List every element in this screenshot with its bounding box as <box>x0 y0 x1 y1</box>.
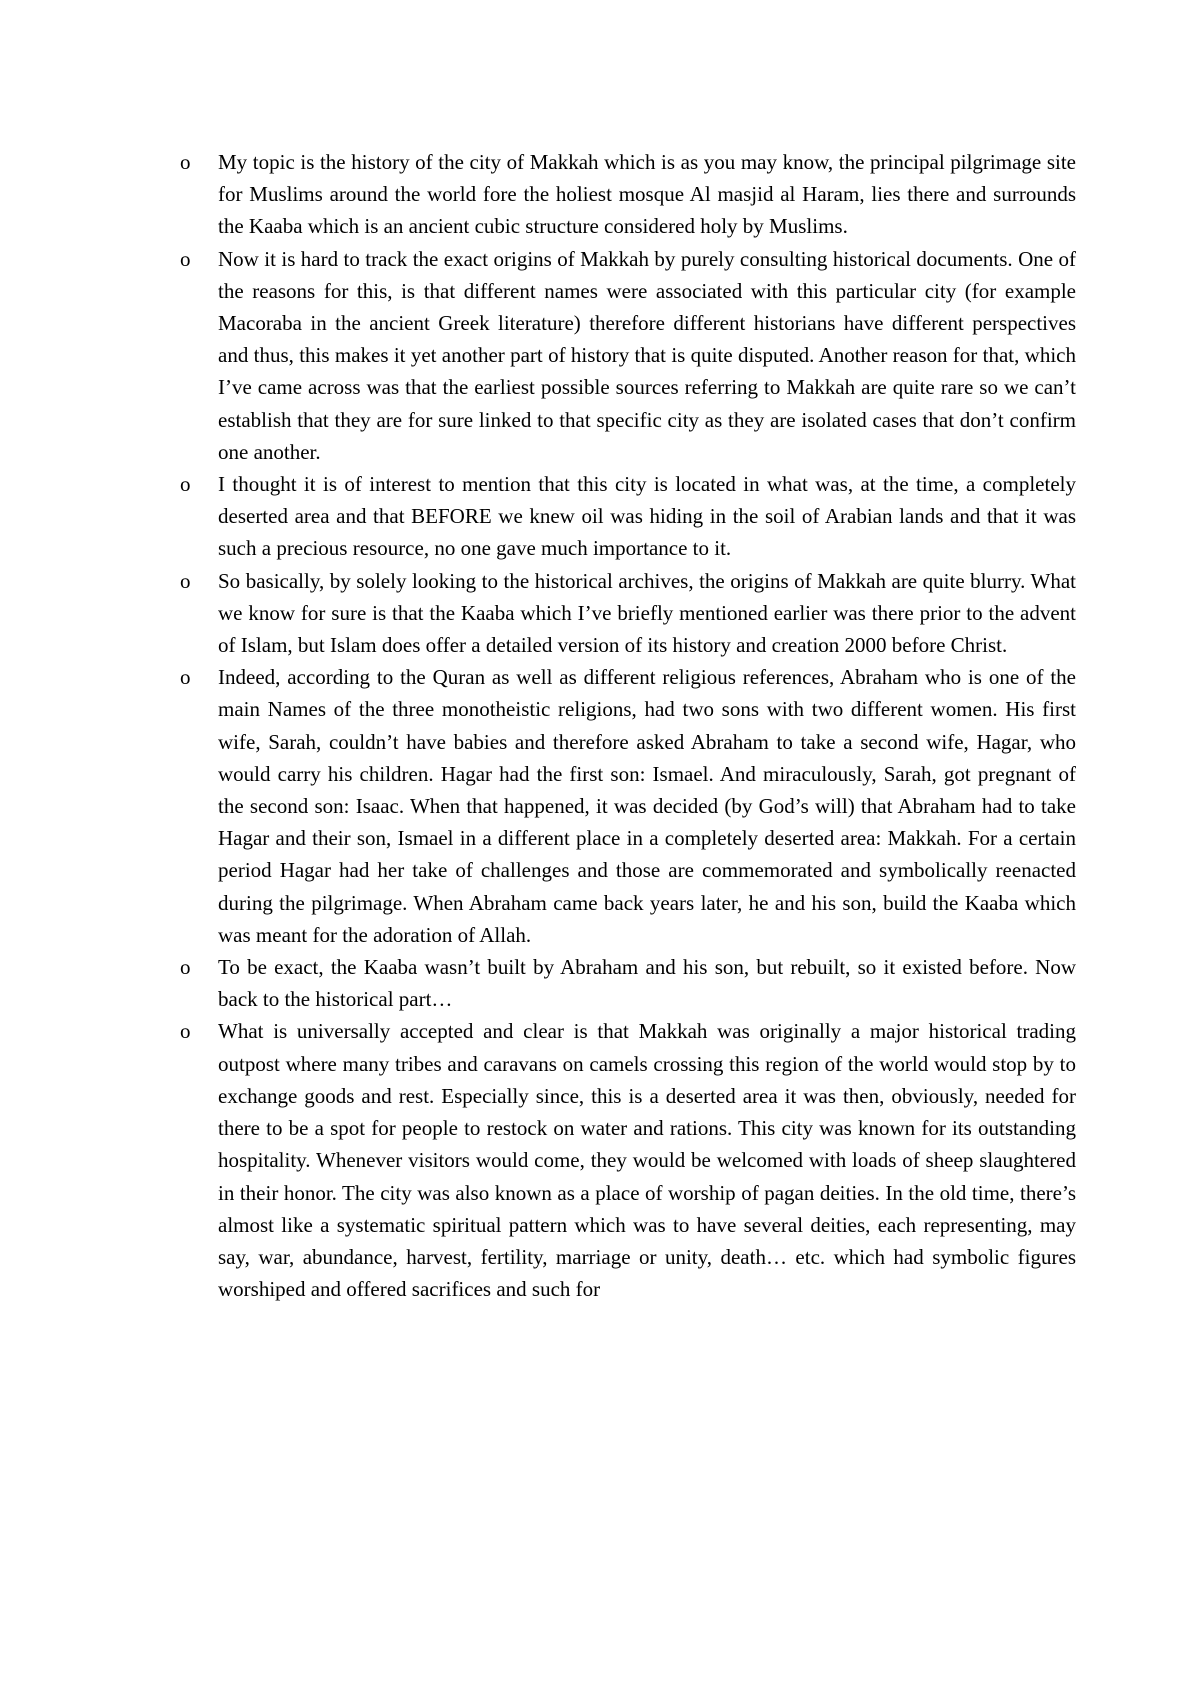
paragraph-historical-archives: So basically, by solely looking to the historical archives, the origins of Makkah are quite blurry. What we know for sure is that the Kaaba which I’ve briefly mentioned earlier was there prior to the advent of Islam, but Islam does offer a detailed version of its history and creation 2000 before Christ. <box>218 568 1076 658</box>
bullet-marker: o <box>180 665 191 690</box>
list-item <box>180 951 1076 1015</box>
list-item <box>180 243 1076 468</box>
paragraph-deserted-area: I thought it is of interest to mention that this city is located in what was, at the time, a completely deserted area and that BEFORE we knew oil was hiding in the soil of Arabian lands and that it was such a precious resource, no one gave much importance to it. <box>218 472 1076 561</box>
list-item <box>180 146 1076 243</box>
bullet-marker: o <box>180 568 191 593</box>
bullet-marker: o <box>180 472 191 497</box>
paragraph-origins-disputed: Now it is hard to track the exact origins of Makkah by purely consulting historical documents. One of the reasons for this, is that different names were associated with this particular city (for example Macoraba in the ancient Greek literature) therefore different historians have different perspectives and thus, this makes it yet another part of history that is quite disputed. Another reason for that, which I’ve came across was that the earliest possible sources referring to Makkah are quite rare so we can’t establish that they are for sure linked to that specific city as they are isolated cases that don’t confirm one another. <box>218 246 1076 464</box>
list-item <box>180 565 1076 662</box>
list-item <box>180 661 1076 951</box>
list-item <box>180 468 1076 565</box>
paragraph-trading-outpost: What is universally accepted and clear is that Makkah was originally a major historical trading outpost where many tribes and caravans on camels crossing this region of the world would stop by to exchange goods and rest. Especially since, this is a deserted area it was then, obviously, needed for there to be a spot for people to restock on water and rations. This city was known for its outstanding hospitality. Whenever visitors would come, they would be welcomed with loads of sheep slaughtered in their honor. The city was also known as a place of worship of pagan deities. In the old time, there’s almost like a systematic spiritual pattern which was to have several deities, each representing, may say, war, abundance, harvest, fertility, marriage or unity, death… etc. which had symbolic figures worshiped and offered sacrifices and such for <box>218 1019 1076 1302</box>
bullet-marker: o <box>180 150 191 174</box>
list-item <box>180 1015 1076 1305</box>
paragraph-abraham-story: Indeed, according to the Quran as well as different religious references, Abraham who is one of the main Names of the three monotheistic religions, had two sons with two different women. His first wife, Sarah, couldn’t have babies and therefore asked Abraham to take a second wife, Hagar, who would carry his children. Hagar had the first son: Ismael. And miraculously, Sarah, got pregnant of the second son: Isaac. When that happened, it was decided (by God’s will) that Abraham had to take Hagar and their son, Ismael in a different place in a completely deserted area: Makkah. For a certain period Hagar had her take of challenges and those are commemorated and symbolically reenacted during the pilgrimage. When Abraham came back years later, he and his son, build the Kaaba which was meant for the adoration of Allah. <box>218 665 1076 947</box>
bullet-marker: o <box>180 1019 191 1044</box>
paragraph-makkah-topic: My topic is the history of the city of Makkah which is as you may know, the principal pilgrimage site for Muslims around the world fore the holiest mosque Al masjid al Haram, lies there and surrounds the Kaaba which is an ancient cubic structure considered holy by Muslims. <box>218 150 1076 239</box>
paragraph-kaaba-rebuilt: To be exact, the Kaaba wasn’t built by Abraham and his son, but rebuilt, so it existed before. Now back to the historical part… <box>218 955 1076 1012</box>
bullet-list <box>180 146 1076 1305</box>
bullet-marker: o <box>180 246 191 271</box>
bullet-marker: o <box>180 955 191 980</box>
